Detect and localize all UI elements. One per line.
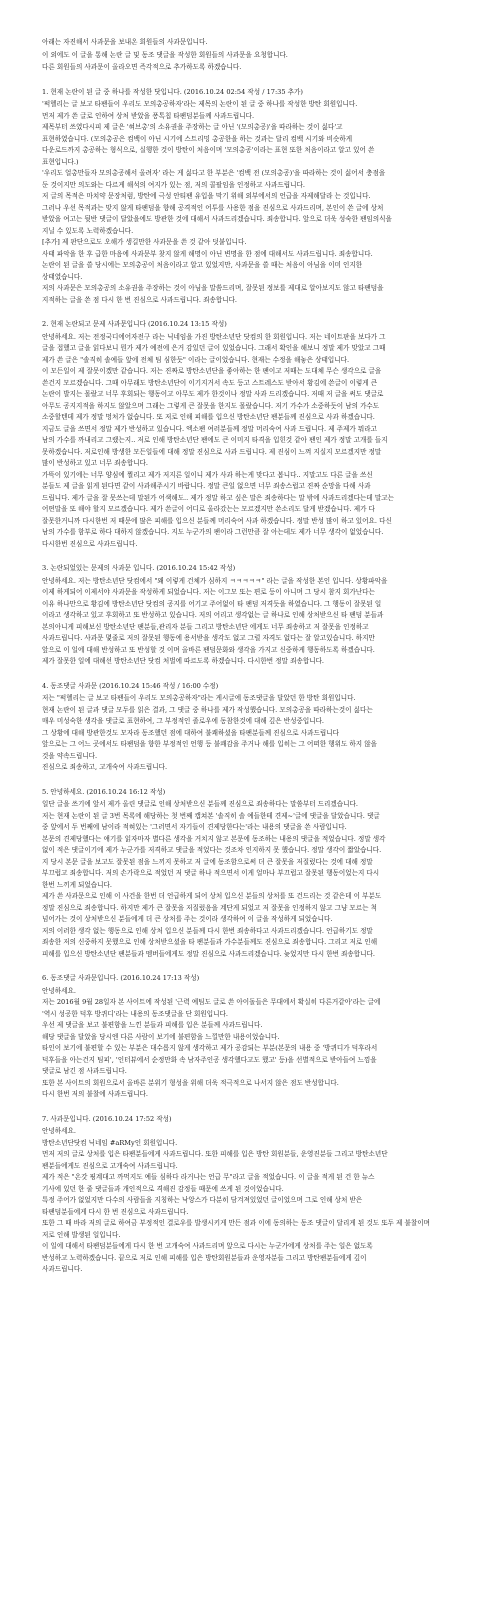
section-line: 아무도 공지지적을 하지도 않았으며 그래는 그렇게 큰 잘못을 한지도 몰랐습니다. 저기 가수가 소중하듯이 남의 가수도 [42,401,380,410]
sections [42,87,442,1276]
section-line: 표현하였습니다. (모의총공은 컴백이 아닌 시기에 스트리밍 총공한을 하는 것과는 달리 컴백 시기와 비슷하게 [42,134,353,143]
section-line: 피해를 입으신 방탄소년단 팬분들과 멤버들에게도 정말 진심으로 사과드리겠습니다. 늦었지만 다시 한번 죄송합니다. [42,949,375,958]
section-line: 안녕하세요. 저는 전정국디에어자전구 라는 닉네임을 가진 방탄소년단 닷컴의 한 회원입니다. 저는 네이트판을 보다가 그 [42,332,386,341]
section-line: 저는 2016월 9월 28일자 본 사이트에 작성된 '근력 예팀도 글로 쓴 아이돌들은 무대에서 확실히 다른거같아'라는 글에 [42,998,381,1006]
section-line: 다시 한번 저의 불찰에 사과드립니다. [42,1090,149,1098]
section-line: 논란이 발지는 몰랐고 너무 후회되는 행동이고 아무도 제가 한것이나 정말 사과 드리겠습니다. 저때 저 글을 써도 댓글로 [42,390,384,398]
section-header: 3. 논란되었있는 문제의 사과문 입니다. (2016.10.24 15:42 작성) [42,564,236,572]
intro-line: 이 외에도 이 글을 통해 논란 글 및 동조 댓글을 작성한 회원들의 사과문을 요청합니다. [42,50,288,59]
section-line: 가뜩이 있기에는 너무 양심에 찔리고 제가 저지른 일이니 제가 사과 하는게 맞다고 봅니다.. 지말고도 다른 글을 쓰신 [42,470,373,479]
section-line: 본의아니게 피해보신 방탄소년단 팬분들,관리자 분들 그리고 방탄소년단 에게도 너무 죄송하고 저 잘못을 인정하고 [42,622,369,631]
section-line: 상태였습니다. [42,272,83,281]
apology-section [42,319,442,550]
section-line: 저는 "퍽헬리는 글 보고 타팬들이 우리도 모의총공하자"라는 게시글에 동조댓글을 달았던 한 방탄 회원입니다. [42,694,356,702]
apology-section [42,563,442,668]
section-line: 정말 진심으로 죄송합니다. 하지만 제가 큰 잘못을 저질렀음을 계단게 되었고 저 잘못을 인정하지 않고 그냥 모르는 척 [42,903,377,912]
section-header: 1. 현재 논란이 된 글 중 하나를 작성한 닷입니다. (2016.10.24 02:54 작성 / 17:35 추가) [42,87,303,96]
apology-section [42,973,442,1101]
section-line: 진심으로 죄송하고, 고개숙여 사과드립니다. [42,763,168,771]
apology-section [42,681,442,774]
intro-line: 다른 회원들의 사과문이 올라오면 즉각적으로 추가하도록 하겠습니다. [42,63,242,71]
section-line: 댓글로 남긴 점 사과드립니다. [42,1067,127,1075]
section-line: 둔 것이지만 의도와는 다르게 해석의 여지가 있는 점, 저의 콜팔임을 인정하고 사과드립니다. [42,180,305,189]
section-line: '역시 성공한 덕후 방퀴디'라는 내용의 동조댓글을 단 회원입니다. [42,1009,229,1018]
section-line: 지닐 수 있도록 노력하겠습니다. [42,226,134,235]
section-line: 잘못한거니까 다시한번 저 때문에 많은 피해를 입으신 분들께 머리숙여 사과 하겠습니다. 정말 반성 많이 하고 있어요. 다신 [42,516,392,525]
section-line: 남의 가수를 함부로 하다 대하지 않겠습니다. 지도 누군가의 팬이라 그런만큼 잘 아는데도 제가 너무 생각이 없었습니다. [42,528,384,536]
section-line: 제목부터 쓰였다시피 제 글은 '혀브총'의 소유권을 주장하는 글 아닌 '(모의총공)'을 따라하는 것이 싫다'고 [42,123,343,131]
intro-line: 아래는 자진해서 사과문을 보내온 회원들의 사과문입니다. [42,38,208,46]
section-line: '우리도 얼총만들자 모의총공해서 올려자' 라는 게 싫다고 한 부분은 '컴백 전 (모의총공)'을 따라하는 것이 싫어서 충점을 [42,169,386,177]
section-line: 넘어가는 것이 상처받으신 분들에게 더 큰 상처를 주는 것이라 생각하여 이 글을 작성하게 되었습니다. [42,915,333,923]
section-line: 저의 이러한 생각 없는 행동으로 인해 상처 입으신 분들께 다시 한번 죄송하다고 사과드리겠습니다. 언급하기도 정말 [42,926,373,935]
section-line: 한번 느끼게 되었습니다. [42,880,112,889]
section-line: 해당 댓글을 달았을 당시엔 다른 사람이 보기에 불편함을 느낄만한 내용이었습니다. [42,1032,280,1041]
section-line: 우선 제 댓글을 보고 불편함을 느낀 분들과 피해를 입은 분들께 사과드립니다. [42,1021,263,1029]
section-line: 드립니다. 제가 글을 잘 못쓰는데 말된가 어색해도.. 제가 정말 하고 싶은 말은 죄송하다는 말 밖에 사과드리겠다는데 말고는 [42,493,394,502]
section-line: 사과드립니다. 사과문 몇줄로 저의 잘못된 행동에 용서받을 생각도 없고 그럴 자격도 없다는 잘 알고있습니다. 하지만 [42,634,375,642]
section-line: 사과드립니다. [42,1265,83,1273]
section-line: 본문의 견제당했다는 얘기를 읽자마자 별다른 생각을 거치지 않고 본문에 동조하는 내용의 댓글을 적었습니다. 정말 생각 [42,834,386,843]
section-line: 또한 그 때 바라 저의 글로 하여금 부정적인 결로우를 발생시키게 만든 점과 이에 동의하는 동조 댓글이 달리게 된 것도 또두 제 불찰이며 [42,1219,430,1227]
section-header: 2. 현재 논란되고 문제 사과문입니다 (2016.10.24 13:15 작성) [42,320,227,328]
section-line: 지 당시 본문 글을 보고도 잘못된 점을 느끼지 못하고 저 글에 동조함으로써 더 큰 잘못을 저질렀다는 것에 대해 정말 [42,857,373,866]
section-line: 것을 약속드립니다. [42,751,98,760]
section-line: 저는 현재 논란이 된 글 3번 목록에 해당하는 첫 번째 캡쳐본 '솔직히 솔 예들한테 견제~'글에 댓글을 달았습니다. 댓글 [42,811,380,820]
section-line: 어떤말을 또 해야 할지 모르겠습니다. 제가 쓴글이 어디로 올라갔는는 모르겠지만 쓴소리도 달게 받겠습니다. 제가 다 [42,505,375,513]
section-line: 많이 반성하고 있고 너무 죄송합니다. [42,459,149,467]
section-line: 팬분들에게도 진심으로 고개숙여 사과드립니다. [42,1161,178,1170]
section-line: 받았을 여고는 뒷반 댓글이 달았을에도 방관한 것에 대해서 사과드리겠습니다. 죄송합니다. 앞으로 더욱 성숙한 팬임의식을 [42,215,392,223]
section-header: 6. 동조댓글 사과문입니다. (2016.10.24 17:13 작성) [42,974,200,982]
section-line: 특정 주어가 없었지만 다수의 사람들을 지칭하는 낙앙스가 다분히 담겨져있었던 글이었으며 그로 인해 상처 받은 [42,1196,363,1204]
section-header: 7. 사과문입니다. (2016.10.24 17:52 작성) [42,1114,172,1123]
section-line: 그러나 우선 목적과는 맞지 않게 타팬덤을 향해 공격적인 어투를 사용한 점을 진심으로 사과드리며, 본인이 쓴 글에 상처 [42,203,384,212]
section-line: 논란이 된 글을 쓸 당시에는 모의총공이 처음이라고 알고 있었지만, 사과문을 쓸 때는 처음이 아님을 이미 인지한 [42,261,363,269]
section-line: 이유 하나만으로 황김에 방탄소년단 닷컴의 공지를 어기고 주어없이 타 팬덤 저격듯을 하였습니다. 그 행동이 잘못된 일 [42,599,382,608]
section-line: 소중할텐데 제가 정말 멍처가 없습니다. 또 저로 인해 피해를 입으신 방탄소년단 팬분들께 진심으로 사과 하겠습니다. [42,413,375,421]
section-line: 부끄럽고 죄송합니다. 저의 손가락으로 적었던 저 댓글 하나 적으면서 이게 얼마나 부끄럽고 잘못된 행동이었는지 다시 [42,869,380,877]
section-line: 못하겠습니다. 저로인해 방생한 모든일들에 대해 정말 진심으로 사과 드립니다. 제 진심이 느껴 지실지 모르겠지만 정말 [42,447,382,456]
section-header: 4. 동조댓글 사과문 (2016.10.24 15:46 작성 / 16:00 수정) [42,681,219,690]
section-line: 방탄소년단닷컴 닉네임 #aRMy인 회원입니다. [42,1138,178,1147]
section-line: 사태 파악을 한 후 급한 마음에 사과문부 찾지 않게 해명이 아닌 변명을 한 점에 대해서도 사과드립니다. 죄송합니다. [42,249,373,258]
section-line: 글을 접했고 글을 읽다보니 뭔가 제가 예전에 은거 감있던 글이 있었습니다. 그래서 확인을 해보니 정말 제가 맞았고 그때 [42,344,386,352]
section-line: 안녕하세요. [42,986,76,995]
section-line: 그 상황에 대해 방관한것도 모자라 동조했던 점에 대하여 불쾌하셨을 타팬분들께 진심으로 사과드립니다 [42,728,339,737]
section-line: 제가 잘못한 일에 대해선 방탄소년단 닷컴 처벌에 따르도록 하겠습니다. 다시한번 정말 죄송합니다. [42,657,325,665]
section-line: 다운로드까지 총공하는 형식으로, 실행한 것이 방탄이 처음이며 '모의총공'이라는 표현 또한 처음이라고 알고 있어 쓴 [42,146,375,154]
section-line: 또한 본 사이트의 회원으로서 올바른 분위기 형성을 위해 더욱 적극적으로 나서지 않은 점도 반성합니다. [42,1078,339,1087]
section-line: 죄송한 저의 신중하지 못했으로 인해 상처받으셨을 타 팬분들과 가수분들께도 진심으로 죄송합니다. 그리고 저로 인해 [42,938,378,946]
section-line: 매우 미성숙한 생각을 댓글로 표현하여, 그 부정적인 졸로우에 동참한것에 대해 깊은 반성중입니다. [42,717,325,725]
section-line: 분들도 제 글을 읽게 된다면 같이 사과해주시기 바랍니다. 정말 큰일 없으면 너무 죄송스럽고 진짜 순망을 다해 사과 [42,482,371,490]
section-line: 앞으로는 그 어느 곳에서도 타팬덤을 향한 부정적인 언행 등 불쾌감을 주거나 해를 입히는 그 어떠한 행위도 하지 않을 [42,740,377,748]
section-line: 남의 가수를 까내리고 그랬는지.. 저로 인해 방탄소년단 팬에도 큰 이미지 타격을 입힌것 같아 팬인 제가 정말 고개를 들지 [42,436,388,444]
section-line: 이 모든일이 제 잘못이겠만 같습니다. 저는 진짜로 방탄소년단을 좋아하는 한 팬이고 저때는 도대체 무슨 생각으로 글을 [42,367,382,375]
section-line: 안녕하세요. [42,1127,76,1135]
section-line: 이 일에 대해서 타팬덤분들에게 다시 한 번 고개숙여 사과드리며 앞으로 다시는 누군가에게 상처를 주는 일은 없도록 [42,1242,373,1250]
section-line: 앞으로 이 일에 대해 반성하고 또 반성할 것 이며 올바른 팬덤문화와 생각을 가지고 신중하게 행동하도록 하겠습니다. [42,645,375,654]
section-line: 일단 글을 쓰기에 앞서 제가 올린 댓글로 인해 상처받으신 분들께 진심으로 죄송하다는 말씀부터 드리겠습니다. [42,800,358,808]
section-line: '퍽헬리는 글 보고 타팬들이 우리도 모의총공하자'라는 제목의 논란이 된 글 중 하나를 작성한 방탄 회원입니다. [42,100,358,108]
section-line: 저로 인해 발생된 일입니다. [42,1230,121,1239]
section-line: 없이 적은 댓글이기에 제가 누군가를 저격하고 댓글을 적었다는 것조차 인지하지 못 했습니다. 정말 생각이 짧았습니다. [42,846,382,854]
section-line: 먼저 저의 글로 상처를 입은 타팬분들에게 사과드립니다. 또한 피해를 입은 방탄 회원분들, 운영진분들 그리고 방탄소년단 [42,1150,388,1158]
section-line: 제가 쓴 글은 "솔직히 솔예들 앞에 전체 팀 심한듯" 이라는 글이었습니다. 현재는 수정을 해놓은 상태입니다. [42,355,350,364]
apology-section [42,787,442,961]
apology-section [42,87,442,307]
section-line: 표현입니다.) [42,157,79,166]
apology-section [42,1114,442,1276]
intro [42,36,442,74]
section-line: 기사에 있던 한 줄 댓글들과 개인적으로 격해진 감정들 때문에 쓰게 된 것이었습니다. [42,1184,284,1193]
section-line: 제가 적은 "온갓 핑계대고 까먹지도 예들 심하다 라거나는 언급 무"라고 글을 적었습니다. 이 글을 적게 된 건 한 뉴스 [42,1173,375,1181]
section-line: 안녕하세요. 저는 방탄소년단 닷컴에서 "왜 이렇게 건체가 심하지 ㅋㅋㅋㅋㅋ" 라는 글을 작성한 본인 입니다. 상황파악을 [42,576,388,585]
section-line: 쓴건지 모르겠습니다. 그때 아무래도 방탄소년단이 이기지거서 속도 등고 스트레스도 받아서 황김에 쓴글이 이렇게 큰 [42,378,378,387]
section-line: 제가 쓴 사과문으로 인해 이 사건을 한번 더 언급하게 되어 상처 입으신 분들의 상처를 또 건드리는 것 같은데 이 부분도 [42,892,382,900]
section-line: 타인이 보기에 불편할 수 있는 부분은 대수롭지 않게 생각하고 제가 공감되는 부분(본문의 내용 중 '방퀴디가 덕후라서 [42,1044,378,1052]
section-line: 이제 하게되어 이제서야 사과문을 작성하게 되었습니다. 저는 이그모 또는 편로 등이 아니며 그 당시 참지 회가난다는 [42,588,375,596]
section-line: [추가] 제 판단으로도 오해가 생길만한 사과문을 쓴 것 같아 덧붙입니다. [42,238,247,246]
section-line: 저의 사과문은 모의총공의 소유권을 주장하는 것이 아님을 말씀드리며, 잘못된 정보를 제대로 알아보지도 않고 타팬덤을 [42,284,384,292]
section-line: 현재 논란이 된 글과 댓글 모두를 읽은 결과, 그 댓글 중 하나를 제가 작성했습니다. 모의총공을 따라하는것이 싫다는 [42,705,373,714]
section-line: 다시한번 진심으로 사과드립니다. [42,539,138,548]
section-line: 반성하고 노력하겠습니다. 끝으로 저로 인해 피해를 입은 방탄회원분들과 운영자분들 그리고 방탄팬분들에게 깊이 [42,1253,367,1262]
section-line: 먼저 제가 쓴 글로 인하여 상처 받았을 퐁톡칩 타팬덤분들께 사과드립니다. [42,111,255,120]
section-header: 5. 안녕하세요. (2016.10.24 16:12 작성) [42,787,166,796]
section-line: 이라고 생각하고 있고 후회하고 또 반성하고 있습니다. 저의 어리고 생각없는 글 하나로 인해 상처받으신 타 팬덤 분들과 [42,611,384,619]
section-line: 덕후들을 아는건지 팀피', '인터뷰에서 순정만화 속 남자주인공 생각했다고도 했고' 등)을 선별적으로 받아들여 느낌을 [42,1055,377,1064]
section-line: 타팬덤분들에게 다시 한 번 진심으로 사과드립니다. [42,1207,189,1216]
section-line: 지금도 글을 쓰면서 정말 제가 반성하고 있습니다. 엑소팬 여러분들께 정말 머리숙여 사과 드립니다. 제 주제가 뭐라고 [42,424,377,433]
section-line: 저 글의 목적은 마치약 문장처럼, 방탄에 극성 안티팬 유입을 막기 위해 외부에서의 언급을 자제해달라 는 것입니다. [42,192,371,200]
section-line: 지적하는 글을 쓴 점 다시 한 번 진심으로 사과드립니다. 죄송합니다. [42,295,238,304]
section-line: 중 앞에서 두 번째에 남이라 적혀있는 '그러면서 자기들이 견제당한다는'라는 내용의 댓글을 쓴 사람입니다. [42,823,347,831]
